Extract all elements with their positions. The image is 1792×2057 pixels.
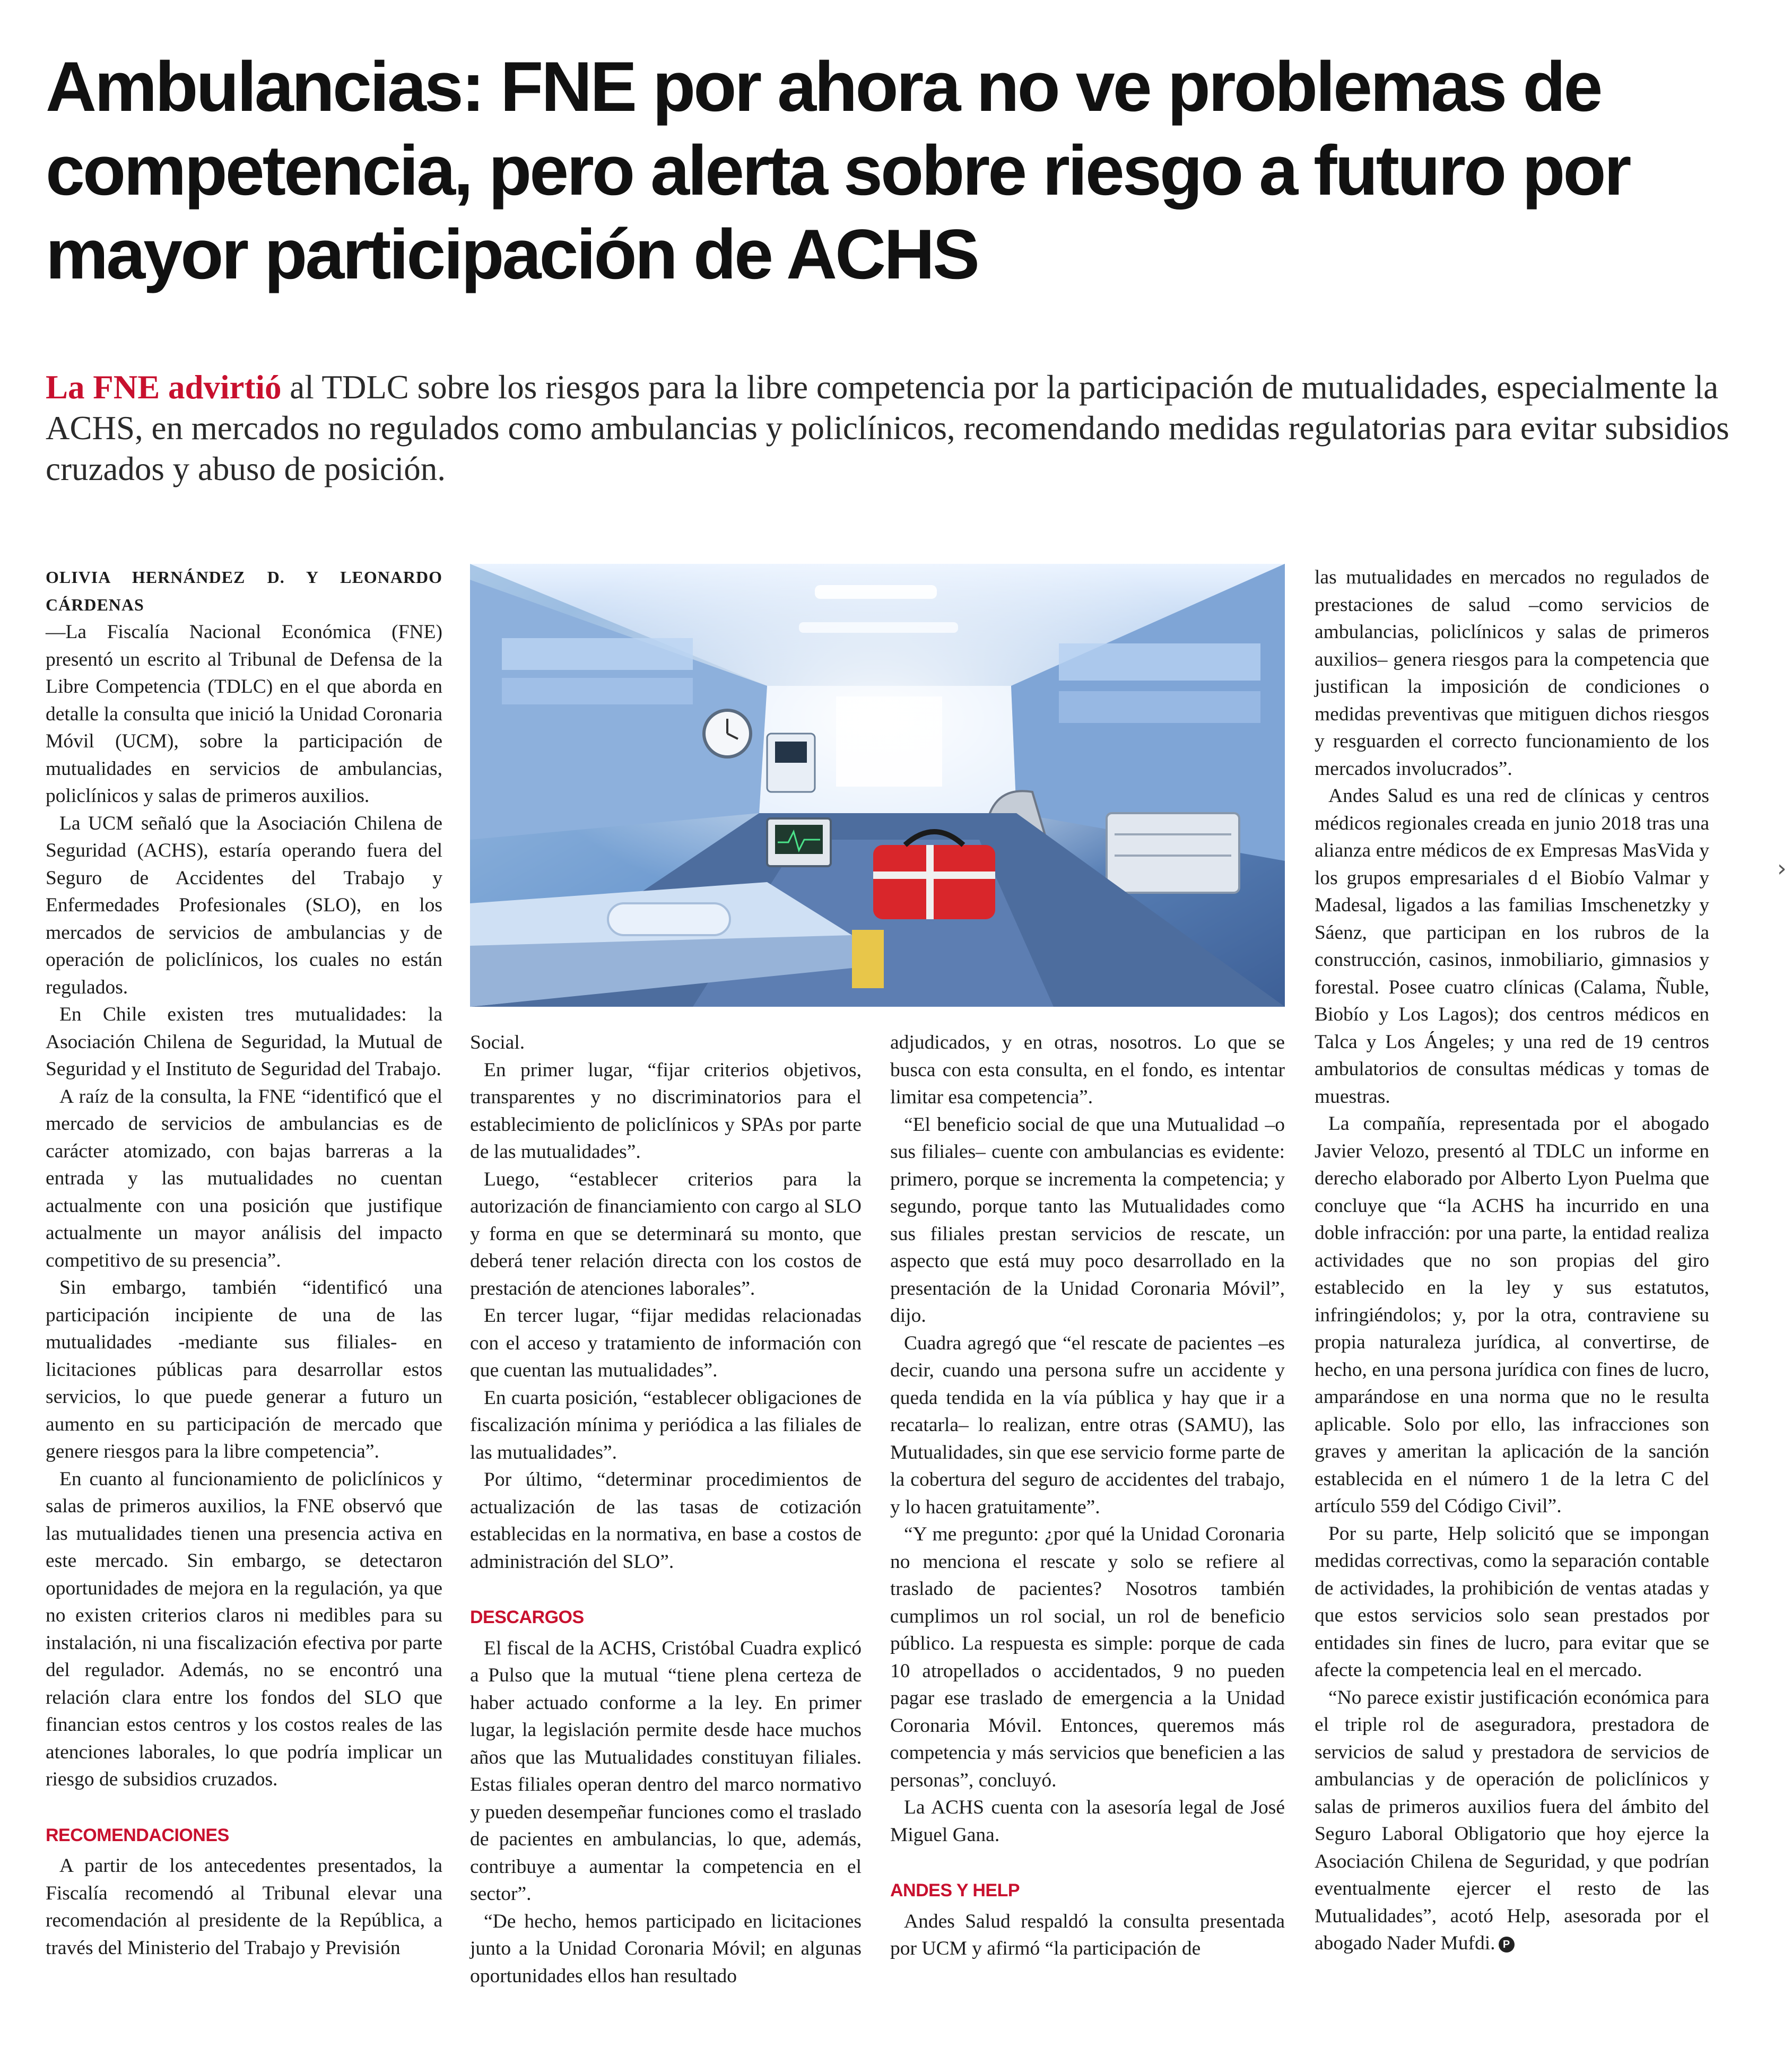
paragraph: Cuadra agregó que “el rescate de pacientes –es decir, cuando una persona sufre un accidente y queda tendida en la vía pública y hay que ir a recatarla– lo realizan, entre otras (SAMU), las Mutualidades, sin que ese servicio forme parte de la cobertura del seguro de accidentes del trabajo, y lo hacen gratuitamente”. [890,1332,1285,1518]
paragraph: las mutualidades en mercados no regulados de prestaciones de salud –como servicios de ambulancias, policlínicos y salas de primeros auxilios– genera riesgos para la competencia que justifican la imposición de condiciones o medidas preventivas que mitiguen dichos riesgos y resguarden el correcto funcionamiento de los mercados involucrados”. [1315,566,1709,780]
paragraph: En cuanto al funcionamiento de policlínicos y salas de primeros auxilios, la FNE observó que las mutualidades tienen una presencia activa en este mercado. Sin embargo, se detectaron oportunidades de mejora en la regulación, ya que no existen criterios claros ni medibles para su instalación, ni una fiscalización efectiva por parte del regulador. Además, no se encontró una relación clara entre los fondos del SLO que financian estos centros y los costos reales de las atenciones laborales, lo que podría implicar un riesgo de subsidios cruzados. [46,1468,442,1790]
paragraph: A partir de los antecedentes presentados, la Fiscalía recomendó al Tribunal elevar una recomendación al presidente de la República, a través del Ministerio del Trabajo y Previsión [46,1855,442,1959]
paragraph [1315,1684,1709,1957]
headline: Ambulancias: FNE por ahora no ve problemas de competencia, pero alerta sobre riesgo a futuro por mayor participación de ACHS [46,48,1630,294]
paragraph: “El beneficio social de que una Mutualidad –o sus filiales– cuente con ambulancias es evidente: primero, porque se incrementa la competencia; y segundo, porque tanto las Mutualidades como sus filiales prestan servicios de rescate, un aspecto que está muy poco desarrollado en la presentación de la Unidad Coronaria Móvil”, dijo. [890,1113,1285,1327]
column-1 [46,564,442,1962]
paragraph: “De hecho, hemos participado en licitaciones junto a la Unidad Coronaria Móvil; en algunas oportunidades ellos han resultado [470,1910,862,1987]
ambulance-photo [470,564,1285,1007]
next-page-arrow-icon[interactable]: › [1777,855,1787,882]
paragraph: En Chile existen tres mutualidades: la Asociación Chilena de Seguridad, la Mutual de Seguridad y el Instituto de Seguridad del Trabajo. [46,1004,442,1080]
paragraph: Andes Salud es una red de clínicas y centros médicos regionales creada en junio 2018 tras una alianza entre médicos de ex Empresas MasVida y los grupos empresariales d el Biobío Valmar y Madesal, ligados a las familias Imschenetzky y Sáenz, que participan en los rubros de la construcción, casinos, inmobiliario, gimnasios y forestal. Posee cuatro clínicas (Calama, Ñuble, Biobío y Los Lagos); dos centros médicos en Talca y Los Ángeles; y una red de 19 centros ambulatorios de consultas médicas y tomas de muestras. [1315,785,1709,1108]
paragraph: El fiscal de la ACHS, Cristóbal Cuadra explicó a Pulso que la mutual “tiene plena certeza de haber actuado conforme a la ley. En primer lugar, la legislación permite desde hace muchos años que las Mutualidades constituyan filiales. Estas filiales operan dentro del marco normativo y pueden desempeñar funciones como el traslado de pacientes en ambulancias, lo que, además, contribuye a aumentar la competencia en el sector”. [470,1637,862,1905]
paragraph: A raíz de la consulta, la FNE “identificó que el mercado de servicios de ambulancias es de carácter atomizado, con bajas barreras a la entrada y las mutualidades no cuentan actualmente con una posición que justifique actualmente un mayor análisis del impacto competitivo de su presencia”. [46,1085,442,1271]
paragraph: La ACHS cuenta con la asesoría legal de José Miguel Gana. [890,1797,1285,1846]
subhead-andes-y-help: ANDES Y HELP [890,1880,1020,1901]
closing-paragraph-text: “No parece existir justificación económica para el triple rol de aseguradora, prestadora de servicios de salud y prestadora de servicios de ambulancias y de operación de policlínicos y salas de primeros auxilios fuera del ámbito del Seguro Laboral Obligatorio que hoy ejerce la Asociación Chilena de Seguridad, y que podrían eventualmente ejercer el resto de las Mutualidades”, acotó Help, asesorada por el abogado Nader Mufdi. [1315,1686,1709,1954]
column-2 [470,1029,862,1990]
paragraph: adjudicados, y en otras, nosotros. Lo que se busca con esta consulta, en el fondo, es intentar limitar esa competencia”. [890,1032,1285,1108]
paragraph: Luego, “establecer criterios para la autorización de financiamiento con cargo al SLO y forma en que se determinará su monto, que deberá tener relación directa con los costos de prestación de atenciones laborales”. [470,1168,862,1300]
deck-text: al TDLC sobre los riesgos para la libre competencia por la participación de mutualidades, especialmente la ACHS, en mercados no regulados como ambulancias y policlínicos, recomendando medidas regulatorias para evitar subsidios cruzados y abuso de posición. [46,369,1729,487]
paragraph: Sin embargo, también “identificó una participación incipiente de una de las mutualidades -mediante sus filiales- en licitaciones públicas para desarrollar estos servicios, lo que puede generar a futuro un aumento en su participación de mercado que genere riesgos para la libre competencia”. [46,1277,442,1462]
paragraph: La UCM señaló que la Asociación Chilena de Seguridad (ACHS), estaría operando fuera del Seguro de Accidentes del Trabajo y Enfermedades Profesionales (SLO), en los mercados de servicios de ambulancias y de operación de policlínicos, los cuales no están regulados. [46,812,442,998]
paragraph: —La Fiscalía Nacional Económica (FNE) presentó un escrito al Tribunal de Defensa de la Libre Competencia (TDLC) en el que aborda en detalle la consulta que inició la Unidad Coronaria Móvil (UCM), sobre la participación de mutualidades en servicios de ambulancias, policlínicos y salas de primeros auxilios. [46,621,442,807]
paragraph: En tercer lugar, “fijar medidas relacionadas con el acceso y tratamiento de información con que cuentan las mutualidades”. [470,1305,862,1381]
subhead-descargos: DESCARGOS [470,1607,584,1627]
column-4 [1315,564,1709,1957]
paragraph: En primer lugar, “fijar criterios objetivos, transparentes y no discriminatorios para el establecimiento de policlínicos y SPAs por parte de las mutualidades”. [470,1059,862,1163]
paragraph: Por su parte, Help solicitó que se impongan medidas correctivas, como la separación contable de actividades, la prohibición de ventas atadas y que estos servicios solo sean prestados por entidades sin fines de lucro, para evitar que se afecte la competencia leal en el mercado. [1315,1522,1709,1681]
paragraph: Social. [470,1032,525,1053]
paragraph: Andes Salud respaldó la consulta presentada por UCM y afirmó “la participación de [890,1910,1285,1959]
column-3 [890,1029,1285,1963]
deck-lead: La FNE advirtió [46,369,282,406]
paragraph: La compañía, representada por el abogado Javier Velozo, presentó al TDLC un informe en derecho elaborado por Alberto Lyon Puelma que concluye que “la ACHS ha incurrido en una doble infracción: por una parte, la entidad realiza actividades que no son propias del giro establecido en la ley y sus estatutos, infringiéndolos; y, por la otra, contraviene su propia naturaleza jurídica, al convertirse, de hecho, en una persona jurídica con fines de lucro, amparándose en una norma que no le resulta aplicable. Solo por ello, las infracciones son graves y ameritan la aplicación de la sanción establecida en el número 1 de la letra C del artículo 559 del Código Civil”. [1315,1113,1709,1517]
subhead-recomendaciones: RECOMENDACIONES [46,1825,229,1845]
paragraph: Por último, “determinar procedimientos de actualización de las tasas de cotización establecidas en la normativa, en base a costos de administración del SLO”. [470,1469,862,1573]
ambulance-interior-image [470,564,1285,1007]
paragraph: “Y me pregunto: ¿por qué la Unidad Coronaria no menciona el rescate y solo se refiere al traslado de pacientes? Nosotros también cumplimos un rol social, un rol de beneficio público. La respuesta es simple: porque de cada 10 atropellados o accidentados, 9 no pueden pagar ese traslado de emergencia a la Unidad Coronaria Móvil. Entonces, queremos más competencia y más servicios que beneficien a las personas”, concluyó. [890,1523,1285,1791]
end-mark-icon: P [1499,1937,1515,1953]
byline: OLIVIA HERNÁNDEZ D. Y LEONARDO CÁRDENAS [46,568,442,614]
paragraph: En cuarta posición, “establecer obligaciones de fiscalización mínima y periódica a las filiales de las mutualidades”. [470,1387,862,1463]
deck [46,367,1754,490]
